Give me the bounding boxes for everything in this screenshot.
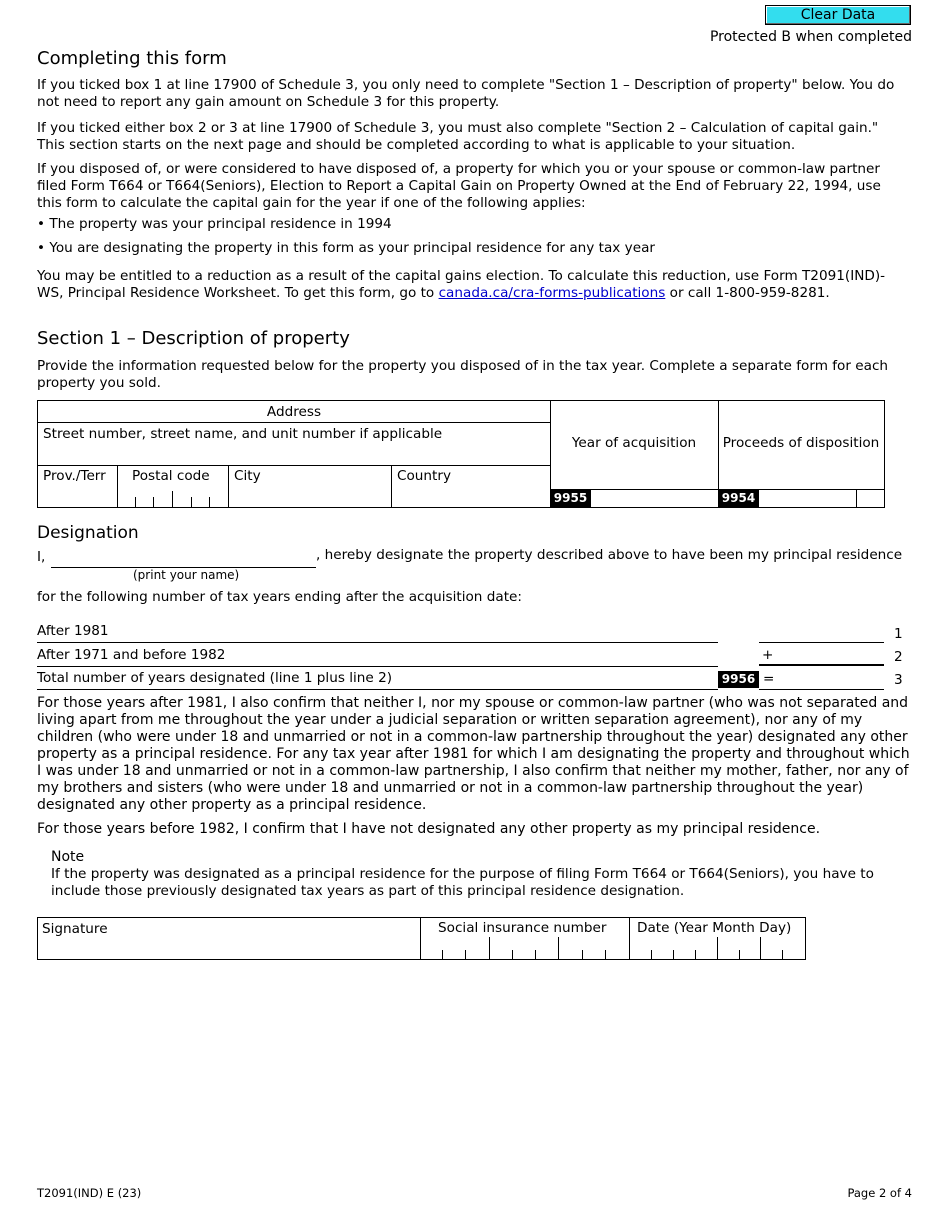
note-title: Note	[51, 849, 85, 865]
section1-title: Section 1 – Description of property	[37, 328, 350, 349]
code-9955: 9955	[550, 490, 591, 507]
year-acq-label: Year of acquisition	[571, 435, 697, 451]
completing-p4: You may be entitled to a reduction as a result of the capital gains election. To calculate this reduction, use Form T2091(IND)-WS, Principal Residence Worksheet. To get this form, go to canada.ca/cra-forms-publications or call 1-800-959-8281.	[37, 268, 886, 301]
completing-p2: If you ticked either box 2 or 3 at line 17900 of Schedule 3, you must also complete "Section 2 – Calculation of capital gain." This section starts on the next page and should be completed according to what is applicable to your situation.	[37, 120, 879, 153]
confirm-before-1982: For those years before 1982, I confirm that I have not designated any other property as my principal residence.	[37, 821, 821, 837]
country-input[interactable]	[395, 487, 549, 507]
sin-input[interactable]	[422, 942, 631, 954]
hereby-text: , hereby designate the property described above to have been my principal residence	[316, 547, 903, 563]
sin-label: Social insurance number	[438, 920, 607, 936]
bullet-item: • The property was your principal residence in 1994	[37, 216, 392, 232]
print-name-input[interactable]	[52, 548, 318, 568]
street-input[interactable]	[43, 445, 547, 465]
clear-data-button[interactable]: Clear Data	[765, 5, 911, 25]
page-number: Page 2 of 4	[847, 1186, 912, 1200]
after-1971-input[interactable]	[776, 646, 885, 665]
after-1981-input[interactable]	[765, 623, 885, 643]
city-label: City	[234, 468, 261, 484]
street-label: Street number, street name, and unit number if applicable	[43, 426, 443, 442]
note-text: If the property was designated as a principal residence for the purpose of filing Form T664 or T664(Seniors), you have to include those previously designated tax years as part of this principal residence designation.	[51, 866, 874, 899]
proceeds-input[interactable]	[762, 490, 858, 508]
property-table	[37, 400, 885, 508]
print-name-label: (print your name)	[133, 568, 240, 582]
city-input[interactable]	[232, 487, 390, 507]
total-years-input[interactable]	[776, 670, 885, 690]
signature-input[interactable]	[138, 938, 420, 958]
signature-table	[37, 917, 806, 960]
postal-label: Postal code	[132, 468, 210, 484]
plus-sign: +	[762, 647, 774, 663]
prov-label: Prov./Terr	[43, 468, 106, 484]
completing-p3: If you disposed of, or were considered to have disposed of, a property for which you or your spouse or common-law partner filed Form T664 or T664(Seniors), Election to Report a Capital Gain on Property Owned at the End of February 22, 1994, use this form to calculate the capital gain for the year if one of the following applies:	[37, 161, 881, 211]
section1-intro: Provide the information requested below for the property you disposed of in the tax year. Complete a separate form for each property you sold.	[37, 358, 889, 391]
confirm-after-1981: For those years after 1981, I also confirm that neither I, nor my spouse or common-law partner (who was not separated and living apart from me throughout the year under a judicial separation or written separation agreement), nor any of my children (who were under 18 and unmarried or not in a common-law partnership throughout the year) designated any other property as a principal residence. For any tax year after 1981 for which I am designating the property and throughout which I was under 18 and unmarried or not in a common-law partnership, I also confirm that neither my mother, father, nor any of my brothers and sisters (who were under 18 and unmarried or not in a common-law partnership throughout the year) designated any other property as a principal residence.	[37, 695, 910, 813]
bullet-item: • You are designating the property in this form as your principal residence for any tax year	[37, 240, 655, 256]
row1-label: After 1981	[37, 623, 109, 639]
protected-label: Protected B when completed	[709, 29, 912, 45]
designation-i: I,	[37, 549, 46, 565]
form-id: T2091(IND) E (23)	[37, 1186, 142, 1200]
equals-sign: =	[763, 671, 775, 687]
completing-p1: If you ticked box 1 at line 17900 of Schedule 3, you only need to complete "Section 1 – Description of property" below. You do not need to report any gain amount on Schedule 3 for this property.	[37, 77, 895, 110]
proceeds-label: Proceeds of disposition	[722, 435, 880, 451]
completing-title: Completing this form	[37, 48, 227, 69]
address-header: Address	[266, 404, 322, 420]
row3-label: Total number of years designated (line 1 plus line 2)	[37, 670, 393, 686]
following-text: for the following number of tax years ending after the acquisition date:	[37, 589, 522, 605]
line-number: 1	[894, 626, 903, 642]
country-label: Country	[397, 468, 452, 484]
line-number: 2	[894, 649, 903, 665]
designation-title: Designation	[37, 523, 139, 543]
code-9956: 9956	[718, 671, 759, 688]
date-input[interactable]	[631, 942, 805, 954]
row2-label: After 1971 and before 1982	[37, 647, 226, 663]
year-acq-input[interactable]	[594, 490, 718, 508]
postal-input[interactable]	[120, 487, 228, 499]
prov-input[interactable]	[42, 487, 116, 507]
line-number: 3	[894, 672, 903, 688]
forms-link[interactable]: canada.ca/cra-forms-publications	[438, 285, 666, 301]
date-label: Date (Year Month Day)	[637, 920, 792, 936]
code-9954: 9954	[718, 490, 759, 507]
signature-label: Signature	[42, 921, 108, 937]
